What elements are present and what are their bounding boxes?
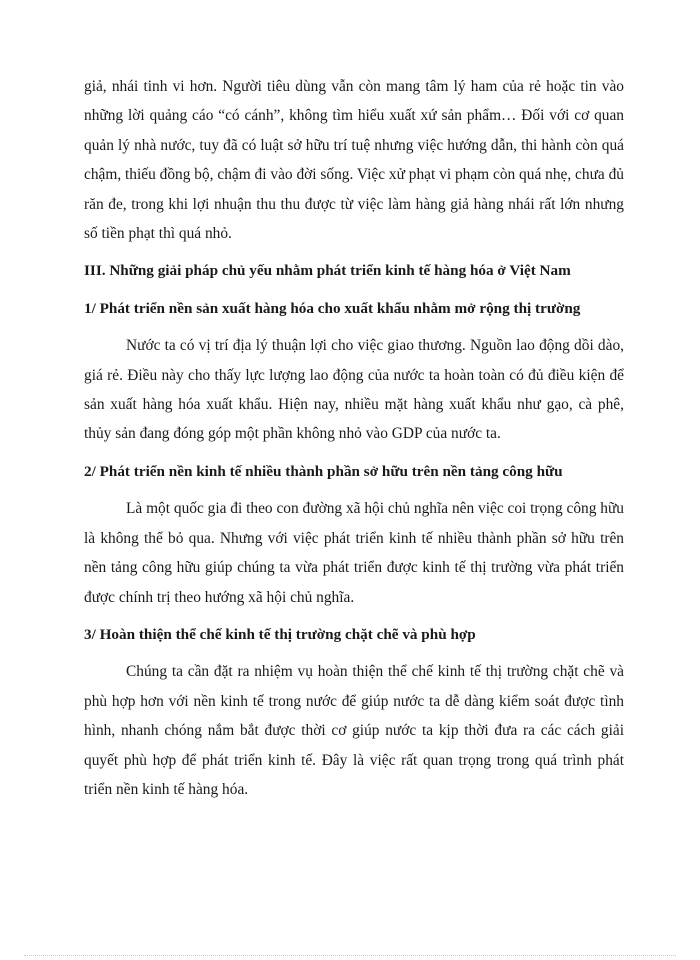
page-bottom-divider	[24, 955, 676, 956]
subsection-heading-1: 1/ Phát triển nền sản xuất hàng hóa cho xuất khẩu nhằm mở rộng thị trường	[84, 299, 581, 317]
document-body	[84, 72, 624, 812]
subsection-heading-3: 3/ Hoàn thiện thể chế kinh tế thị trường chặt chẽ và phù hợp	[84, 625, 476, 643]
opening-paragraph: giả, nhái tinh vi hơn. Người tiêu dùng vẫn còn mang tâm lý ham của rẻ hoặc tin vào những lời quảng cáo “có cánh”, không tìm hiểu xuất xứ sản phẩm… Đối với cơ quan quản lý nhà nước, tuy đã có luật sở hữu trí tuệ nhưng việc hướng dẫn, thi hành còn quá chậm, thiếu đồng bộ, chậm đi vào đời sống. Việc xử phạt vi phạm còn quá nhẹ, chưa đủ răn đe, trong khi lợi nhuận thu thu được từ việc làm hàng giả hàng nhái rất lớn nhưng số tiền phạt thì quá nhỏ.	[84, 78, 624, 243]
subsection-body-3: Chúng ta cần đặt ra nhiệm vụ hoàn thiện thể chế kinh tế thị trường chặt chẽ và phù hợp hơn với nền kinh tế trong nước để giúp nước ta dễ dàng kiểm soát được tình hình, nhanh chóng nắm bắt được thời cơ giúp nước ta kịp thời đưa ra các cách giải quyết phù hợp để phát triển kinh tế. Đây là việc rất quan trọng trong quá trình phát triển nền kinh tế hàng hóa.	[84, 663, 624, 798]
subsection-body-1: Nước ta có vị trí địa lý thuận lợi cho việc giao thương. Nguồn lao động dồi dào, giá rẻ. Điều này cho thấy lực lượng lao động của nước ta hoàn toàn có đủ điều kiện để sản xuất hàng hóa xuất khẩu. Hiện nay, nhiều mặt hàng xuất khẩu như gạo, cà phê, thủy sản đang đóng góp một phần không nhỏ vào GDP của nước ta.	[84, 337, 624, 443]
section-heading: III. Những giải pháp chủ yếu nhằm phát triển kinh tế hàng hóa ở Việt Nam	[84, 262, 571, 280]
subsection-heading-2: 2/ Phát triển nền kinh tế nhiều thành phần sở hữu trên nền tảng công hữu	[84, 462, 563, 480]
subsection-body-2: Là một quốc gia đi theo con đường xã hội chủ nghĩa nên việc coi trọng công hữu là không thể bỏ qua. Nhưng với việc phát triển kinh tế nhiều thành phần sở hữu trên nền tảng công hữu giúp chúng ta vừa phát triển được kinh tế thị trường vừa phát triển được chính trị theo hướng xã hội chủ nghĩa.	[84, 500, 624, 606]
